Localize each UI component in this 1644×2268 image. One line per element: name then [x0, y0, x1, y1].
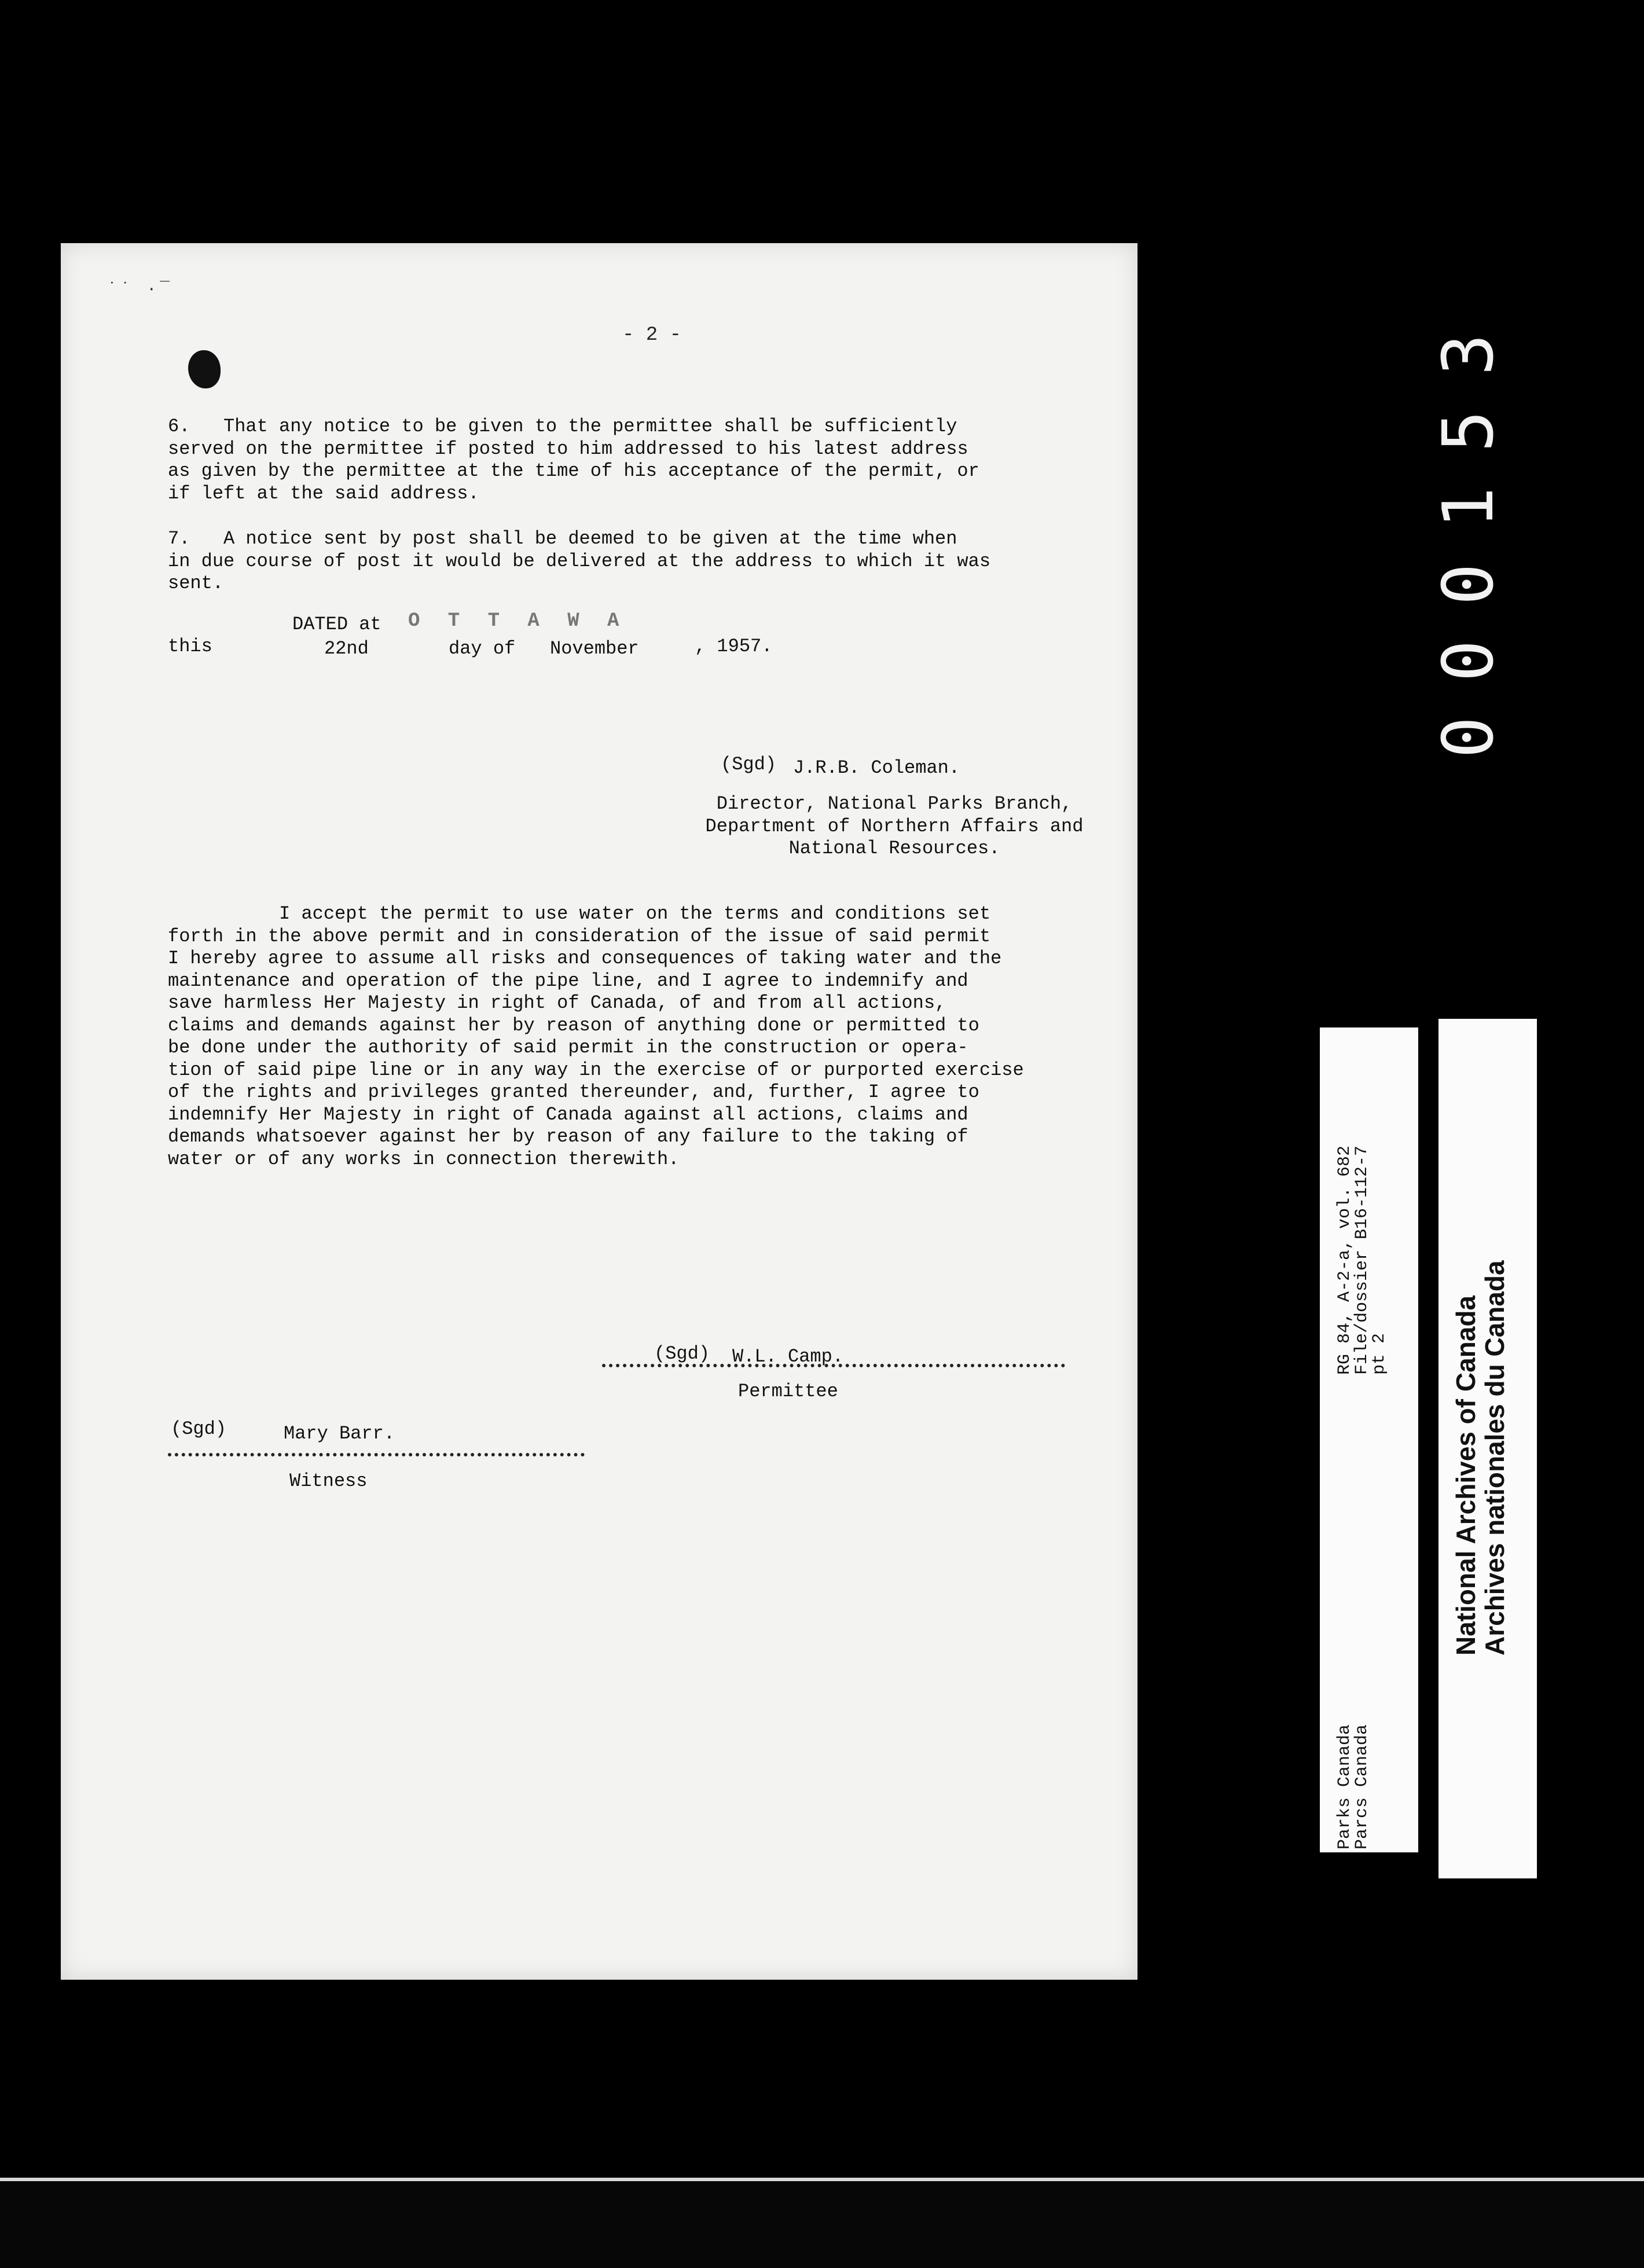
this-label: this — [168, 636, 212, 657]
acceptance-paragraph: I accept the permit to use water on the terms and conditions set forth in the above permit and in consideration of the issue of said permit I hereby agree to assume all risks and consequences of taking water and the maintenance and operation of the pipe line, and I agree to indemnify and save harmless Her Majesty in right of Canada, of and from all actions, claims and demands against her by reason of anything done or permitted to be done under the authority of said permit in the construction or opera- tion of said pipe line or in any way in the exercise of or purported exercise of the rights and privileges granted thereunder, and, further, I agree to indemnify Her Majesty in right of Canada against all actions, claims and demands whatsoever against her by reason of any failure to the taking of water or of any works in connection therewith. — [168, 903, 1024, 1170]
paragraph-7: 7. A notice sent by post shall be deemed to be given at the time when in due course of post it would be delivered at the address to which it was sent. — [168, 528, 991, 594]
director-sgd: (Sgd) — [721, 754, 777, 775]
day-of-label: day of — [449, 638, 516, 659]
dust-specks: ˙˙ ·¯ — [107, 281, 174, 299]
archival-reference-label — [1320, 1027, 1418, 1852]
director-name: J.R.B. Coleman. — [793, 757, 960, 779]
document-page — [61, 243, 1137, 1980]
permittee-name: W.L. Camp. — [732, 1346, 844, 1367]
dated-month: November — [550, 638, 639, 659]
director-title: Director, National Parks Branch, Department of Northern Affairs and National Resources. — [705, 793, 1084, 859]
archive-label-text: National Archives of Canada Archives nationales du Canada — [1451, 1260, 1510, 1656]
permittee-signature-line — [602, 1364, 1065, 1367]
permittee-label: Permittee — [738, 1381, 838, 1402]
page-number: - 2 - — [622, 324, 682, 346]
archive-label — [1438, 1019, 1537, 1878]
dated-place-stamp: O T T A W A — [408, 610, 627, 632]
witness-name: Mary Barr. — [284, 1423, 395, 1444]
witness-signature-line — [168, 1453, 585, 1456]
witness-sgd: (Sgd) — [171, 1418, 227, 1440]
paragraph-6: 6. That any notice to be given to the permittee shall be sufficiently served on the permittee if posted to him addressed to his latest address as given by the permittee at the time of his acceptance of the permit, or if left at the said address. — [168, 416, 979, 504]
permittee-sgd: (Sgd) — [654, 1343, 710, 1364]
witness-label: Witness — [289, 1470, 368, 1492]
dated-year: , 1957. — [695, 636, 773, 657]
dated-day: 22nd — [324, 638, 369, 659]
archival-reference-text: RG 84, A-2-a, vol. 682 File/dossier B16-112-7 pt 2 — [1335, 1145, 1389, 1375]
film-bottom-band — [0, 2178, 1644, 2268]
film-frame-number: 000153 — [1429, 299, 1509, 758]
ink-blot — [188, 350, 221, 388]
dated-at-label: DATED at — [292, 614, 381, 635]
archival-agency-text: Parks Canada Parcs Canada — [1335, 1724, 1372, 1849]
